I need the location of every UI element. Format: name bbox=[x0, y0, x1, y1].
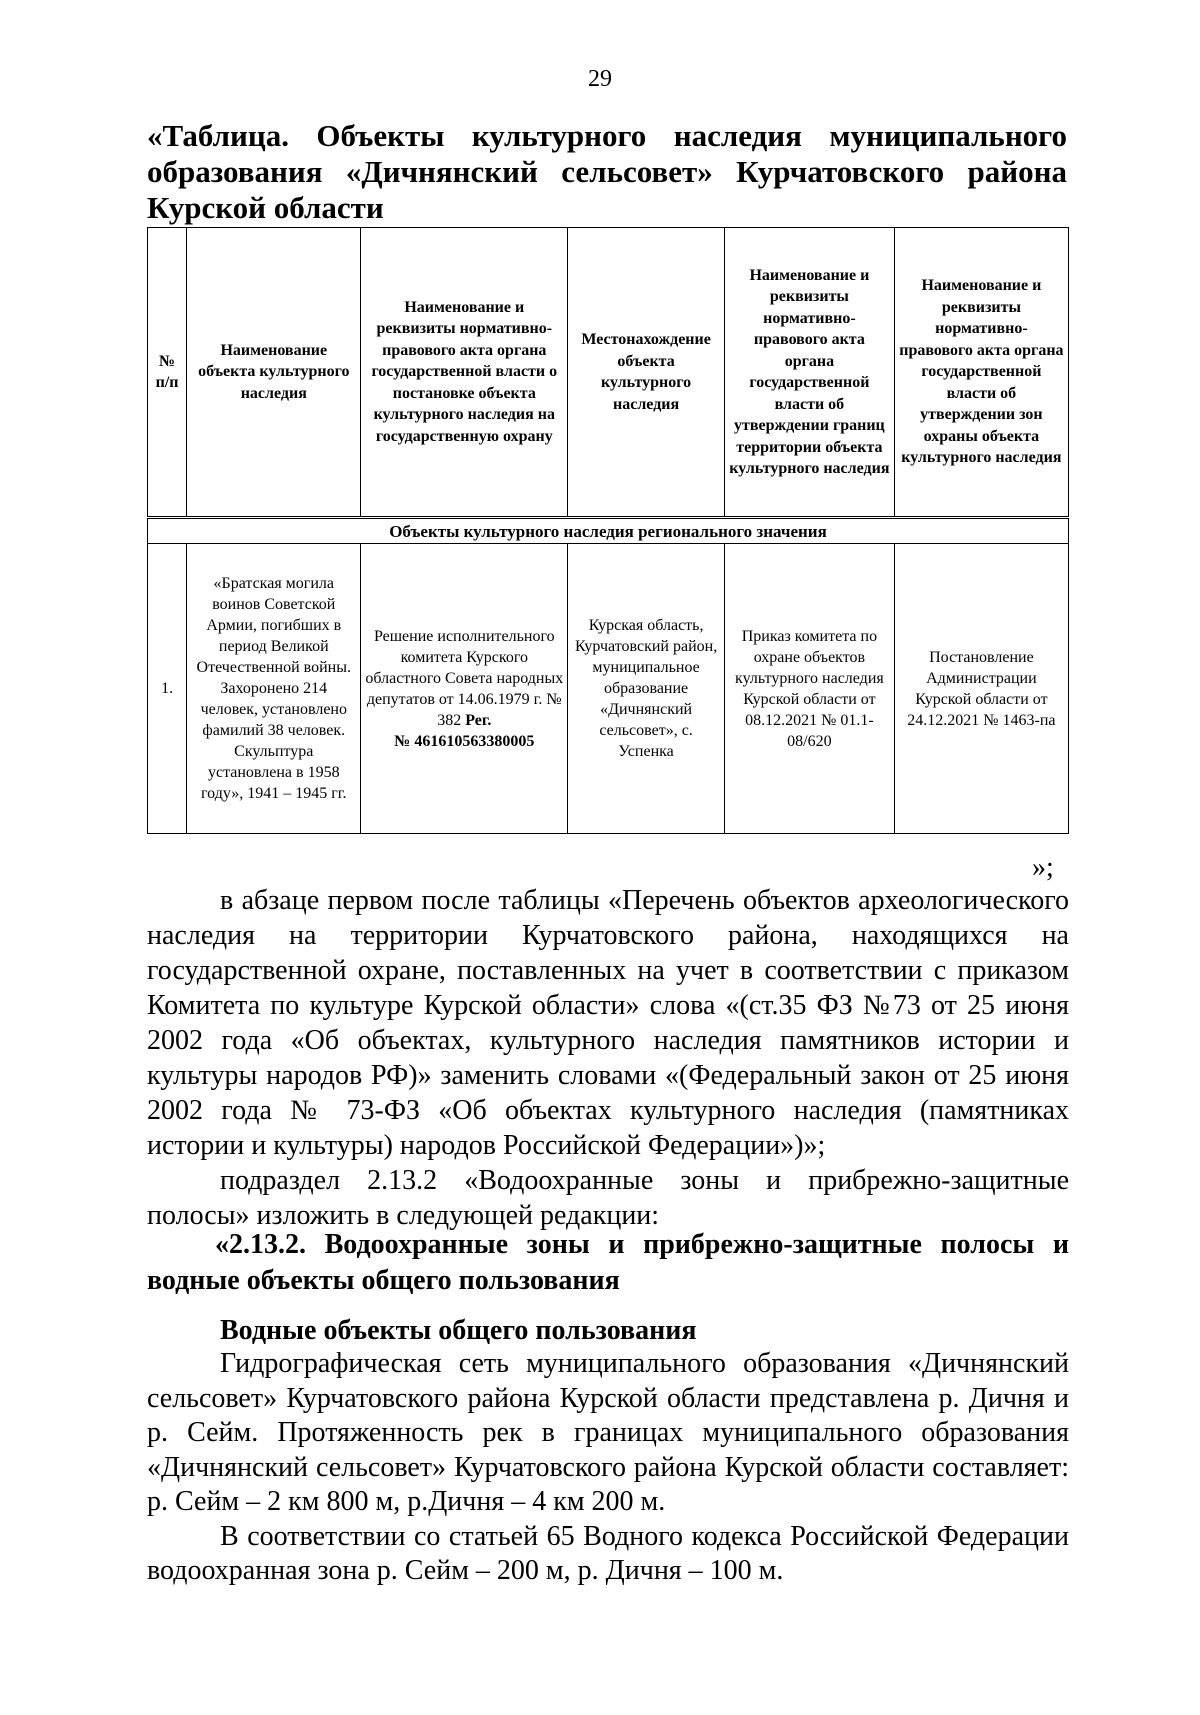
paragraph: Гидрографическая сеть муниципального образования «Дичнянский сельсовет» Курчатовского района Курской области представлена р. Дичня и р. Сейм. Протяженность рек в границах муниципального образования «Дичнянский сельсовет» Курчатовского района Курской области составляет: р. Сейм – 2 км 800 м, р.Дичня – 4 км 200 м. bbox=[147, 1348, 1069, 1517]
paragraph: В соответствии со статьей 65 Водного кодекса Российской Федерации водоохранная зона р. Сейм – 200 м, р. Дичня – 100 м. bbox=[147, 1520, 1069, 1586]
cell-num: 1. bbox=[148, 544, 187, 834]
table-row bbox=[148, 544, 1069, 834]
page-number: 29 bbox=[588, 66, 612, 92]
cell-zones-act: Постановление Администрации Курской области от 24.12.2021 № 1463-па bbox=[894, 544, 1068, 834]
sub-heading: Водные объекты общего пользования bbox=[220, 1315, 697, 1346]
header-location: Местонахождение объекта культурного наследия bbox=[568, 228, 725, 518]
table-header-row bbox=[148, 228, 1069, 518]
heritage-table bbox=[147, 227, 1069, 834]
body-text-2 bbox=[147, 1347, 1069, 1589]
paragraph: в абзаце первом после таблицы «Перечень объектов археологического наследия на территории Курчатовского района, находящихся на государственной охране, поставленных на учет в соответствии с приказом Комитета по культуре Курской области» слова «(ст.35 ФЗ №73 от 25 июня 2002 года «Об объектах, культурного наследия памятников истории и культуры народов РФ)» заменить словами «(Федеральный закон от 25 июня 2002 года № 73-ФЗ «Об объектах культурного наследия (памятниках истории и культуры) народов Российской Федерации»)»; bbox=[147, 885, 1069, 1161]
header-protection-act: Наименование и реквизиты нормативно-правового акта органа государственной власти о постановке объекта культурного наследия на государственную охрану bbox=[361, 228, 568, 518]
body-text bbox=[147, 883, 1069, 1233]
reg-number: № 461610563380005 bbox=[394, 732, 535, 750]
header-num: № п/п bbox=[148, 228, 187, 518]
protection-act-text: Решение исполнительного комитета Курского областного Совета народных депутатов от 14.06.1979 г. № 382 bbox=[365, 627, 564, 729]
cell-location: Курская область, Курчатовский район, муниципальное образование «Дичнянский сельсовет», с. Успенка bbox=[568, 544, 725, 834]
cell-object-name: «Братская могила воинов Советской Армии, погибших в период Великой Отечественной войны. Захоронено 214 человек, установлено фамилий 38 человек. Скульптура установлена в 1958 году», 1941 – 1945 гг. bbox=[187, 544, 361, 834]
section-heading: «2.13.2. Водоохранные зоны и прибрежно-защитные полосы и водные объекты общего пользования bbox=[147, 1229, 1069, 1296]
section-title: Объекты культурного наследия регионального значения bbox=[148, 518, 1069, 544]
reg-label: Рег. bbox=[465, 711, 492, 729]
header-territory-act: Наименование и реквизиты нормативно-правового акта органа государственной власти об утверждении границ территории объекта культурного наследия bbox=[724, 228, 894, 518]
cell-protection-act bbox=[361, 544, 568, 834]
table-title: «Таблица. Объекты культурного наследия муниципального образования «Дичнянский сельсовет» Курчатовского района Курской области bbox=[147, 118, 1067, 225]
table-section-row bbox=[148, 518, 1069, 544]
paragraph: подраздел 2.13.2 «Водоохранные зоны и прибрежно-защитные полосы» изложить в следующей редакции: bbox=[147, 1165, 1069, 1231]
header-zones-act: Наименование и реквизиты нормативно-правового акта органа государственной власти об утверждении зон охраны объекта культурного наследия bbox=[894, 228, 1068, 518]
closing-quote: »; bbox=[1032, 852, 1054, 883]
cell-territory-act: Приказ комитета по охране объектов культурного наследия Курской области от 08.12.2021 № 01.1-08/620 bbox=[724, 544, 894, 834]
header-object-name: Наименование объекта культурного наследия bbox=[187, 228, 361, 518]
